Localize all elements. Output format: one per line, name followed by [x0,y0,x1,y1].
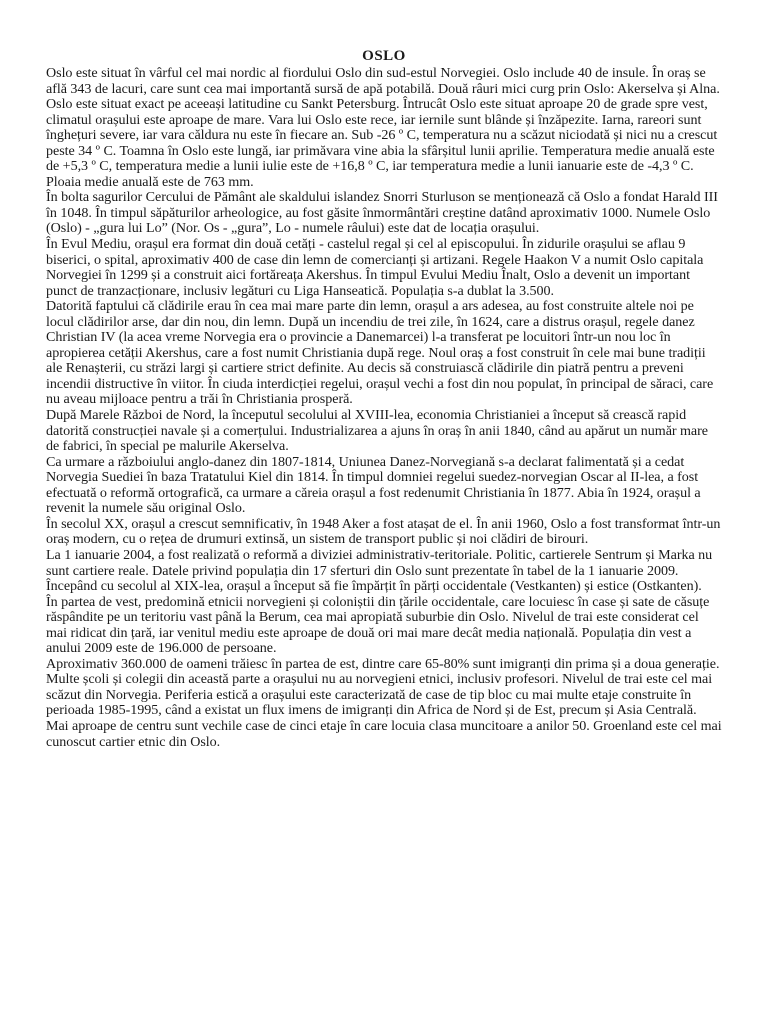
document-page [46,46,722,750]
paragraph-west-east-division: Începând cu secolul al XIX-lea, orașul a început să fie împărțit în părți occidentale (Vestkanten) și estice (Ostkanten). [46,578,702,595]
paragraph-middle-ages: În Evul Mediu, orașul era format din două cetăți - castelul regal și cel al episcopului. În zidurile orașului se aflau 9 biserici, o spital, aproximativ 400 de case din lemn de comercianți și artizani. Regele Haakon V a numit Oslo capitala Norvegiei în 1299 și a construit aici fortăreața Akershus. În timpul Evului Mediu Înalt, Oslo a devenit un important punct de tranzacționare, inclusiv legături cu Liga Hanseatică. Populația s-a dublat la 3.500. [46,236,704,299]
paragraph-industrialization: După Marele Război de Nord, la începutul secolului al XVIII-lea, economia Christianiei a început să crească rapid datorită construcției navale și a comerțului. Industrializarea a ajuns în oraș în anii 1840, când au apărut un număr mare de fabrici, în special pe malurile Akerselva. [46,407,708,455]
paragraph-renaming: Ca urmare a războiului anglo-danez din 1807-1814, Uniunea Danez-Norvegiană s-a declarat falimentată și a cedat Norvegia Suediei în baza Tratatului Kiel din 1814. În timpul domniei regelui suedez-norvegian Oscar al II-lea, a fost efectuată o reformă ortografică, ca urmare a căreia orașul a fost redenumit Christiania în 1877. Abia în 1924, orașul a revenit la numele său original Oslo. [46,453,701,517]
paragraph-climate: Oslo este situat exact pe aceeași latitudine cu Sankt Petersburg. Întrucât Oslo este situat aproape 20 de grade spre vest, climatul orașului este aproape de mare. Vara lui Oslo este rece, iar iernile sunt blânde și înzăpezite. Iarna, rareori sunt înghețuri severe, iar vara căldura nu este în fiecare an. Sub -26 º C, temperatura nu a scăzut niciodată și nici nu a crescut peste 34 º C. Toamna în Oslo este lungă, iar primăvara vine abia la sfârșitul lunii aprilie. Temperatura medie anuală este de +5,3 º C, temperatura medie a lunii iulie este de +16,8 º C, iar temperatura medie a lunii ianuarie este de -4,3 º C. Ploaia medie anuală este de 763 mm. [46,96,718,190]
paragraph-fires-christiania: Datorită faptului că clădirile erau în cea mai mare parte din lemn, orașul a ars adesea, au fost construite altele noi pe locul clădirilor arse, dar din nou, din lemn. După un incendiu de trei zile, în 1624, care a distrus orașul, regele danez Christian IV (la acea vreme Norvegia era o provincie a Danemarcei) l-a transferat pe locuitori într-un nou loc în apropierea cetății Akershus, care a fost numit Christiania după rege. Noul oraș a fost construit în cele mai bune tradiții ale Renașterii, cu străzi largi și cartiere strict definite. Au decis să construiască clădirile din piatră pentru a preveni incendii distructive în viitor. În ciuda interdicției regelui, orașul vechi a fost din nou populat, în principal de săraci, care nu aveau mijloace pentru a trăi în Christiania prosperă. [46,298,714,408]
paragraph-20th-century: În secolul XX, orașul a crescut semnificativ, în 1948 Aker a fost atașat de el. În anii 1960, Oslo a fost transformat într-un oraș modern, cu o rețea de drumuri extinsă, un sistem de transport public și noi clădiri de birouri. [46,515,721,548]
paragraph-west-side: În partea de vest, predomină etnicii norvegieni și coloniștii din țările occidentale, care locuiesc în case și sate de căsuțe răspândite pe un teritoriu vast până la Berum, cea mai apropiată suburbie din Oslo. Nivelul de trai este considerat cel mai ridicat din țară, iar venitul mediu este aproape de două ori mai mare decât media națională. Populația din vest a anului 2009 este de 196.000 de persoane. [46,593,710,657]
paragraph-east-side: Aproximativ 360.000 de oameni trăiesc în partea de est, dintre care 65-80% sunt imigranți din prima și a doua generație. Multe școli și colegii din această parte a orașului nu au norvegieni etnici, inclusiv profesori. Nivelul de trai este cel mai scăzut din Norvegia. Periferia estică a orașului este caracterizată de case de tip bloc cu mai multe etaje construite în perioada 1985-1995, când a existat un flux imens de imigranți din Africa de Nord și de Est, precum și Asia Centrală. Mai aproape de centru sunt vechile case de cinci etaje în care locuia clasa muncitoare a anilor 50. Groenland este cel mai cunoscut cartier etnic din Oslo. [46,655,722,750]
paragraph-location: Oslo este situat în vârful cel mai nordic al fiordului Oslo din sud-estul Norvegiei. Oslo include 40 de insule. În oraș se află 343 de lacuri, care sunt cea mai importantă sursă de apă potabilă. Două râuri mici curg prin Oslo: Akerselva și Alna. [46,65,720,97]
paragraph-administrative-reform: La 1 ianuarie 2004, a fost realizată o reformă a diviziei administrativ-teritoriale. Politic, cartierele Sentrum și Marka nu sunt cartiere reale. Datele privind populația din 17 sferturi din Oslo sunt prezentate în tabel de la 1 ianuarie 2009. [46,546,713,579]
document-title: OSLO [362,48,406,64]
paragraph-founding: În bolta sagurilor Cercului de Pământ ale skaldului islandez Snorri Sturluson se menționează că Oslo a fondat Harald III în 1048. În timpul săpăturilor arheologice, au fost găsite înmormântări creștine datând aproximativ 1000. Numele Oslo (Oslo) - „gura lui Lo” (Nor. Os - „gura”, Lo - numele râului) este dat de locația orașului. [46,189,718,237]
